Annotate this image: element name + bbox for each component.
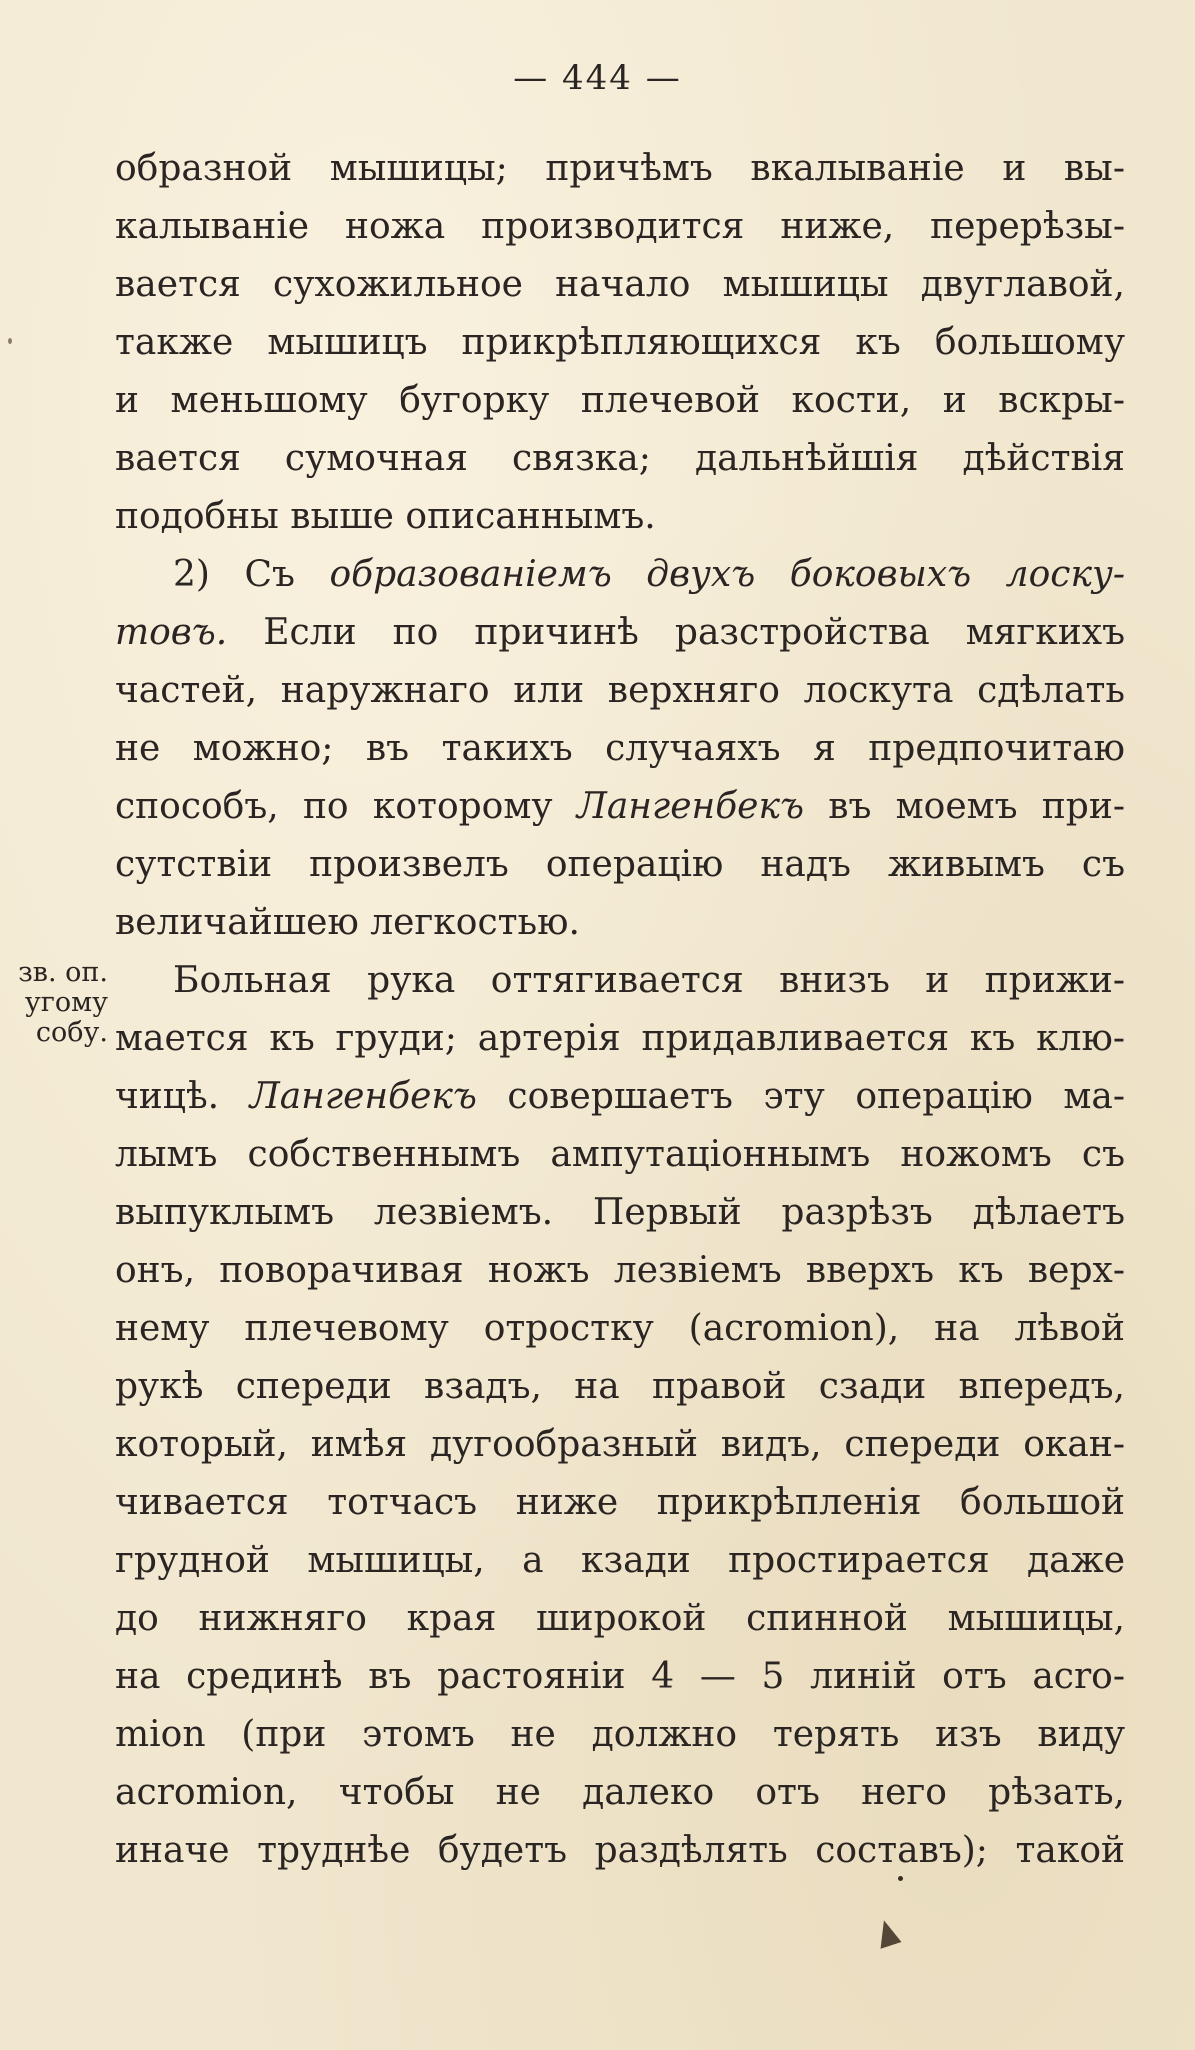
italic-heading: образованіемъ двухъ боковыхъ лоску- — [329, 554, 1125, 595]
text-run: способъ, по которому — [115, 786, 577, 827]
text-line: грудной мышицы, а кзади простирается даже — [115, 1540, 1125, 1581]
text-line: частей, наружнаго или верхняго лоскута сдѣлать — [115, 670, 1125, 711]
margin-note-line: зв. оп. — [18, 958, 108, 988]
paragraph-2 — [115, 546, 1125, 952]
text-line — [115, 604, 1125, 662]
text-line: подобны выше описаннымъ. — [115, 496, 656, 537]
margin-note-line: угому — [24, 987, 108, 1018]
text-line: не можно; въ такихъ случаяхъ я предпочитаю — [115, 728, 1125, 769]
text-line: выпуклымъ лезвіемъ. Первый разрѣзъ дѣлаетъ — [115, 1192, 1125, 1233]
margin-note — [0, 958, 108, 1048]
paragraph-3 — [115, 952, 1125, 1880]
text-line: до нижняго края широкой спинной мышицы, — [115, 1598, 1125, 1639]
text-run: совершаетъ эту операцію ма- — [476, 1076, 1125, 1117]
text-line: Больная рука оттягивается внизъ и прижи- — [173, 960, 1125, 1001]
text-line — [115, 778, 1125, 836]
text-line: который, имѣя дугообразный видъ, спереди окан- — [115, 1424, 1125, 1465]
text-line: mion (при этомъ не должно терять изъ виду — [115, 1714, 1125, 1755]
text-line: образной мышицы; причѣмъ вкалываніе и вы- — [115, 148, 1125, 189]
text-line: мается къ груди; артерія придавливается къ клю- — [115, 1018, 1125, 1059]
margin-note-line: собу. — [35, 1017, 108, 1048]
text-line: величайшею легкостью. — [115, 902, 580, 943]
text-run: Если по причинѣ разстройства мягкихъ — [227, 612, 1125, 653]
text-line: калываніе ножа производится ниже, перерѣзы- — [115, 206, 1125, 247]
text-line — [115, 546, 1125, 604]
text-line: на срединѣ въ растояніи 4 — 5 линій отъ acro- — [115, 1656, 1125, 1697]
text-line: сутствіи произвелъ операцію надъ живымъ съ — [115, 844, 1125, 885]
text-line: вается сухожильное начало мышицы двуглавой, — [115, 264, 1125, 305]
paper-speck — [8, 338, 12, 344]
author-name: Лангенбекъ — [249, 1076, 477, 1117]
text-line: лымъ собственнымъ ампутаціоннымъ ножомъ съ — [115, 1134, 1125, 1175]
ink-blot — [873, 1917, 902, 1949]
text-line: acromion, чтобы не далеко отъ него рѣзать, — [115, 1772, 1125, 1813]
text-line: и меньшому бугорку плечевой кости, и вскры- — [115, 380, 1125, 421]
text-line: иначе труднѣе будетъ раздѣлять составъ); такой — [115, 1830, 1125, 1871]
author-name: Лангенбекъ — [576, 786, 804, 827]
text-run: чицѣ. — [115, 1076, 250, 1117]
page-number: — 444 — — [513, 58, 682, 98]
paragraph-1 — [115, 140, 1125, 546]
text-line: чивается тотчасъ ниже прикрѣпленія большой — [115, 1482, 1125, 1523]
ink-dot — [898, 1876, 903, 1881]
text-line: онъ, поворачивая ножъ лезвіемъ вверхъ къ верх- — [115, 1250, 1125, 1291]
text-run: въ моемъ при- — [803, 786, 1125, 827]
text-line: рукѣ спереди взадъ, на правой сзади впередъ, — [115, 1366, 1125, 1407]
italic-heading: товъ. — [115, 612, 228, 653]
text-line: нему плечевому отростку (acromion), на лѣвой — [115, 1308, 1125, 1349]
text-line: также мышицъ прикрѣпляющихся къ большому — [115, 322, 1125, 363]
text-line: вается сумочная связка; дальнѣйшія дѣйствія — [115, 438, 1125, 479]
text-line — [115, 1068, 1125, 1126]
list-number: 2) Съ — [173, 554, 330, 595]
